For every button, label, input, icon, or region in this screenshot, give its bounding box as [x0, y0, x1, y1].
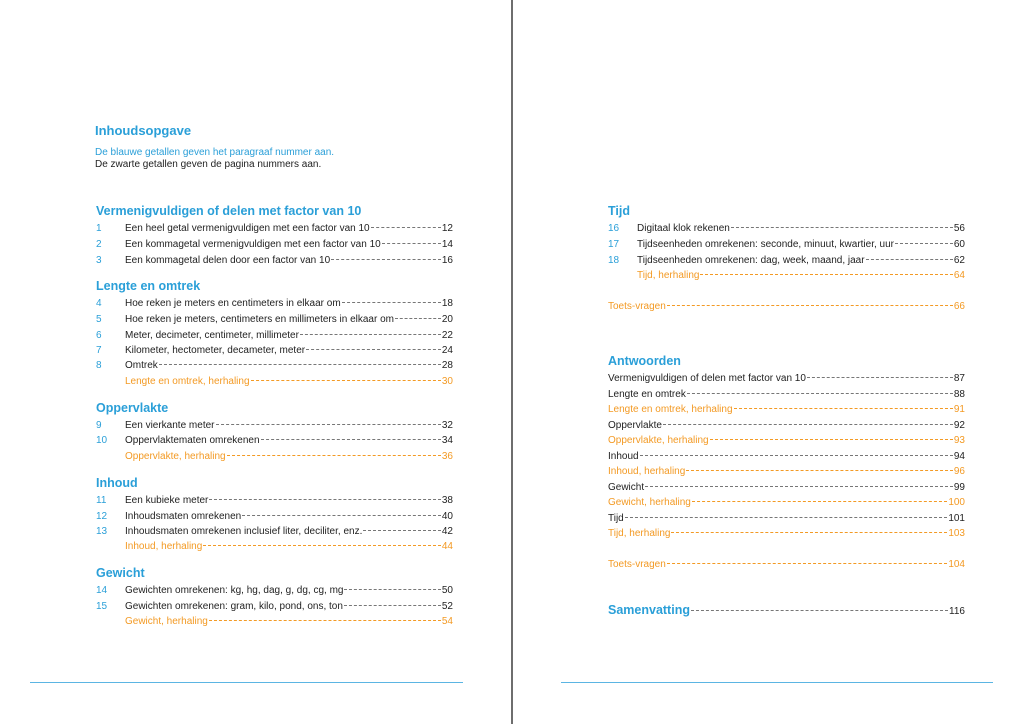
entry-label: Gewichten omrekenen: kg, hg, dag, g, dg, cg, mg — [125, 585, 344, 596]
dot-leader — [807, 377, 953, 378]
paragraph-number: 10 — [96, 435, 108, 446]
toc-entry[interactable] — [96, 494, 453, 508]
answer-review-entry[interactable] — [608, 403, 965, 417]
page-number: 66 — [953, 301, 965, 312]
page-number: 96 — [953, 466, 965, 477]
dot-leader — [663, 424, 953, 425]
toc-entry[interactable] — [96, 419, 453, 433]
page-number: 94 — [953, 451, 965, 462]
review-entry[interactable] — [125, 540, 453, 554]
page-number: 101 — [948, 513, 965, 524]
page-number: 104 — [948, 559, 965, 570]
entry-label: Inhoud, herhaling — [608, 466, 686, 477]
page-number: 40 — [441, 511, 453, 522]
entry-label: Meter, decimeter, centimeter, millimeter — [125, 330, 299, 341]
dot-leader — [625, 517, 948, 518]
answer-review-entry[interactable] — [608, 434, 965, 448]
page-number: 100 — [948, 497, 965, 508]
toc-title: Inhoudsopgave — [95, 123, 192, 138]
entry-label: Toets-vragen — [608, 301, 666, 312]
dot-leader — [342, 302, 441, 303]
toc-entry[interactable] — [96, 297, 453, 311]
dot-leader — [700, 274, 952, 275]
page-number: 92 — [953, 420, 965, 431]
entry-label: Een kommagetal vermenigvuldigen met een factor van 10 — [125, 239, 381, 250]
dot-leader — [866, 259, 953, 260]
page-number: 62 — [953, 255, 965, 266]
entry-label: Toets-vragen — [608, 559, 666, 570]
dot-leader — [306, 349, 441, 350]
samenvatting-entry[interactable] — [608, 603, 965, 617]
entry-label: Een vierkante meter — [125, 420, 215, 431]
entry-label: Gewicht, herhaling — [125, 616, 208, 627]
dot-leader — [645, 486, 953, 487]
section-heading: Inhoud — [96, 476, 138, 490]
dot-leader — [159, 364, 441, 365]
toc-entry[interactable] — [96, 510, 453, 524]
paragraph-number: 15 — [96, 601, 108, 612]
page-number: 12 — [441, 223, 453, 234]
toc-entry[interactable] — [96, 434, 453, 448]
answer-review-entry[interactable] — [608, 465, 965, 479]
answer-review-entry[interactable] — [608, 496, 965, 510]
entry-label: Een kubieke meter — [125, 495, 209, 506]
page-number: 24 — [441, 345, 453, 356]
entry-label: Inhoud, herhaling — [125, 541, 203, 552]
entry-label: Inhoudsmaten omrekenen inclusief liter, deciliter, enz. — [125, 526, 363, 537]
toc-entry[interactable] — [608, 254, 965, 268]
entry-label: Vermenigvuldigen of delen met factor van 10 — [608, 373, 806, 384]
toc-entry[interactable] — [96, 329, 453, 343]
toc-entry[interactable] — [96, 359, 453, 373]
section-heading: Antwoorden — [608, 354, 681, 368]
toc-entry[interactable] — [96, 344, 453, 358]
dot-leader — [686, 470, 953, 471]
dot-leader — [710, 439, 953, 440]
entry-label: Tijdseenheden omrekenen: dag, week, maand, jaar — [637, 255, 865, 266]
dot-leader — [203, 545, 441, 546]
dot-leader — [261, 439, 441, 440]
paragraph-number: 9 — [96, 420, 102, 431]
page-number: 28 — [441, 360, 453, 371]
entry-label: Tijd, herhaling — [637, 270, 700, 281]
dot-leader — [300, 334, 441, 335]
paragraph-number: 1 — [96, 223, 102, 234]
page-number: 16 — [441, 255, 453, 266]
dot-leader — [395, 318, 441, 319]
dot-leader — [344, 589, 440, 590]
entry-label: Oppervlaktematen omrekenen — [125, 435, 260, 446]
dot-leader — [371, 227, 441, 228]
entry-label: Gewichten omrekenen: gram, kilo, pond, ons, ton — [125, 601, 343, 612]
paragraph-number: 4 — [96, 298, 102, 309]
entry-label: Gewicht, herhaling — [608, 497, 691, 508]
toc-entry[interactable] — [608, 238, 965, 252]
paragraph-number: 12 — [96, 511, 108, 522]
page-number: 32 — [441, 420, 453, 431]
page-number: 88 — [953, 389, 965, 400]
toets-vragen-entry[interactable] — [608, 300, 965, 314]
dot-leader — [242, 515, 441, 516]
toc-entry[interactable] — [96, 584, 453, 598]
page-number: 50 — [441, 585, 453, 596]
page-number: 54 — [441, 616, 453, 627]
toets-vragen-entry[interactable] — [608, 558, 965, 572]
review-entry[interactable] — [125, 375, 453, 389]
answer-entry[interactable] — [608, 419, 965, 433]
toc-entry[interactable] — [96, 254, 453, 268]
paragraph-number: 8 — [96, 360, 102, 371]
section-heading: Vermenigvuldigen of delen met factor van 10 — [96, 204, 362, 218]
note-black: De zwarte getallen geven de pagina nummers aan. — [95, 159, 322, 170]
section-heading: Gewicht — [96, 566, 145, 580]
review-entry[interactable] — [125, 450, 453, 464]
dot-leader — [731, 227, 953, 228]
toc-entry[interactable] — [96, 525, 453, 539]
dot-leader — [640, 455, 953, 456]
answer-review-entry[interactable] — [608, 527, 965, 541]
page-number: 116 — [949, 606, 965, 617]
toc-entry[interactable] — [96, 238, 453, 252]
dot-leader — [209, 499, 440, 500]
entry-label: Kilometer, hectometer, decameter, meter — [125, 345, 306, 356]
paragraph-number: 16 — [608, 223, 620, 234]
dot-leader — [667, 563, 948, 564]
entry-label: Samenvatting — [608, 603, 690, 617]
paragraph-number: 14 — [96, 585, 108, 596]
answer-entry[interactable] — [608, 388, 965, 402]
dot-leader — [251, 380, 441, 381]
dot-leader — [382, 243, 441, 244]
dot-leader — [691, 610, 948, 611]
entry-label: Digitaal klok rekenen — [637, 223, 730, 234]
page-number: 44 — [441, 541, 453, 552]
entry-label: Tijd, herhaling — [608, 528, 671, 539]
page-number: 91 — [953, 404, 965, 415]
paragraph-number: 17 — [608, 239, 620, 250]
dot-leader — [734, 408, 953, 409]
page-number: 14 — [441, 239, 453, 250]
entry-label: Oppervlakte, herhaling — [125, 451, 226, 462]
page-number: 30 — [441, 376, 453, 387]
entry-label: Inhoudsmaten omrekenen — [125, 511, 242, 522]
answer-entry[interactable] — [608, 481, 965, 495]
dot-leader — [227, 455, 441, 456]
page-number: 64 — [953, 270, 965, 281]
entry-label: Oppervlakte, herhaling — [608, 435, 709, 446]
page-number: 93 — [953, 435, 965, 446]
paragraph-number: 5 — [96, 314, 102, 325]
page-number: 87 — [953, 373, 965, 384]
entry-label: Lengte en omtrek — [608, 389, 686, 400]
page-number: 52 — [441, 601, 453, 612]
entry-label: Oppervlakte — [608, 420, 662, 431]
dot-leader — [667, 305, 953, 306]
toc-entry[interactable] — [96, 222, 453, 236]
dot-leader — [363, 530, 441, 531]
paragraph-number: 6 — [96, 330, 102, 341]
page-number: 38 — [441, 495, 453, 506]
entry-label: Lengte en omtrek, herhaling — [125, 376, 250, 387]
dot-leader — [216, 424, 441, 425]
toc-entry[interactable] — [608, 222, 965, 236]
dot-leader — [331, 259, 441, 260]
right-page — [513, 0, 1024, 724]
page-number: 36 — [441, 451, 453, 462]
note-blue: De blauwe getallen geven het paragraaf nummer aan. — [95, 147, 335, 158]
review-entry[interactable] — [125, 615, 453, 629]
page-number: 22 — [441, 330, 453, 341]
entry-label: Een kommagetal delen door een factor van 10 — [125, 255, 331, 266]
page-number: 60 — [953, 239, 965, 250]
entry-label: Gewicht — [608, 482, 645, 493]
dot-leader — [344, 605, 441, 606]
left-page — [0, 0, 511, 724]
footer-rule — [561, 682, 993, 683]
page-number: 42 — [441, 526, 453, 537]
dot-leader — [671, 532, 947, 533]
entry-label: Lengte en omtrek, herhaling — [608, 404, 733, 415]
page-number: 18 — [441, 298, 453, 309]
section-heading: Oppervlakte — [96, 401, 169, 415]
page-number: 20 — [441, 314, 453, 325]
paragraph-number: 2 — [96, 239, 102, 250]
toc-entry[interactable] — [96, 313, 453, 327]
paragraph-number: 13 — [96, 526, 108, 537]
answer-entry[interactable] — [608, 372, 965, 386]
paragraph-number: 11 — [96, 495, 107, 506]
entry-label: Inhoud — [608, 451, 639, 462]
section-heading: Tijd — [608, 204, 630, 218]
paragraph-number: 3 — [96, 255, 102, 266]
toc-entry[interactable] — [96, 600, 453, 614]
footer-rule — [30, 682, 463, 683]
page-number: 56 — [953, 223, 965, 234]
entry-label: Hoe reken je meters, centimeters en millimeters in elkaar om — [125, 314, 394, 325]
answer-entry[interactable] — [608, 450, 965, 464]
page-number: 34 — [441, 435, 453, 446]
dot-leader — [692, 501, 947, 502]
dot-leader — [895, 243, 953, 244]
paragraph-number: 7 — [96, 345, 102, 356]
paragraph-number: 18 — [608, 255, 620, 266]
entry-label: Hoe reken je meters en centimeters in elkaar om — [125, 298, 341, 309]
section-heading: Lengte en omtrek — [96, 279, 201, 293]
entry-label: Tijd — [608, 513, 624, 524]
entry-label: Tijdseenheden omrekenen: seconde, minuut, kwartier, uur — [637, 239, 894, 250]
dot-leader — [209, 620, 441, 621]
dot-leader — [687, 393, 953, 394]
answer-entry[interactable] — [608, 512, 965, 526]
review-entry[interactable] — [637, 269, 965, 283]
page-number: 103 — [948, 528, 965, 539]
entry-label: Een heel getal vermenigvuldigen met een factor van 10 — [125, 223, 370, 234]
page-number: 99 — [953, 482, 965, 493]
entry-label: Omtrek — [125, 360, 158, 371]
